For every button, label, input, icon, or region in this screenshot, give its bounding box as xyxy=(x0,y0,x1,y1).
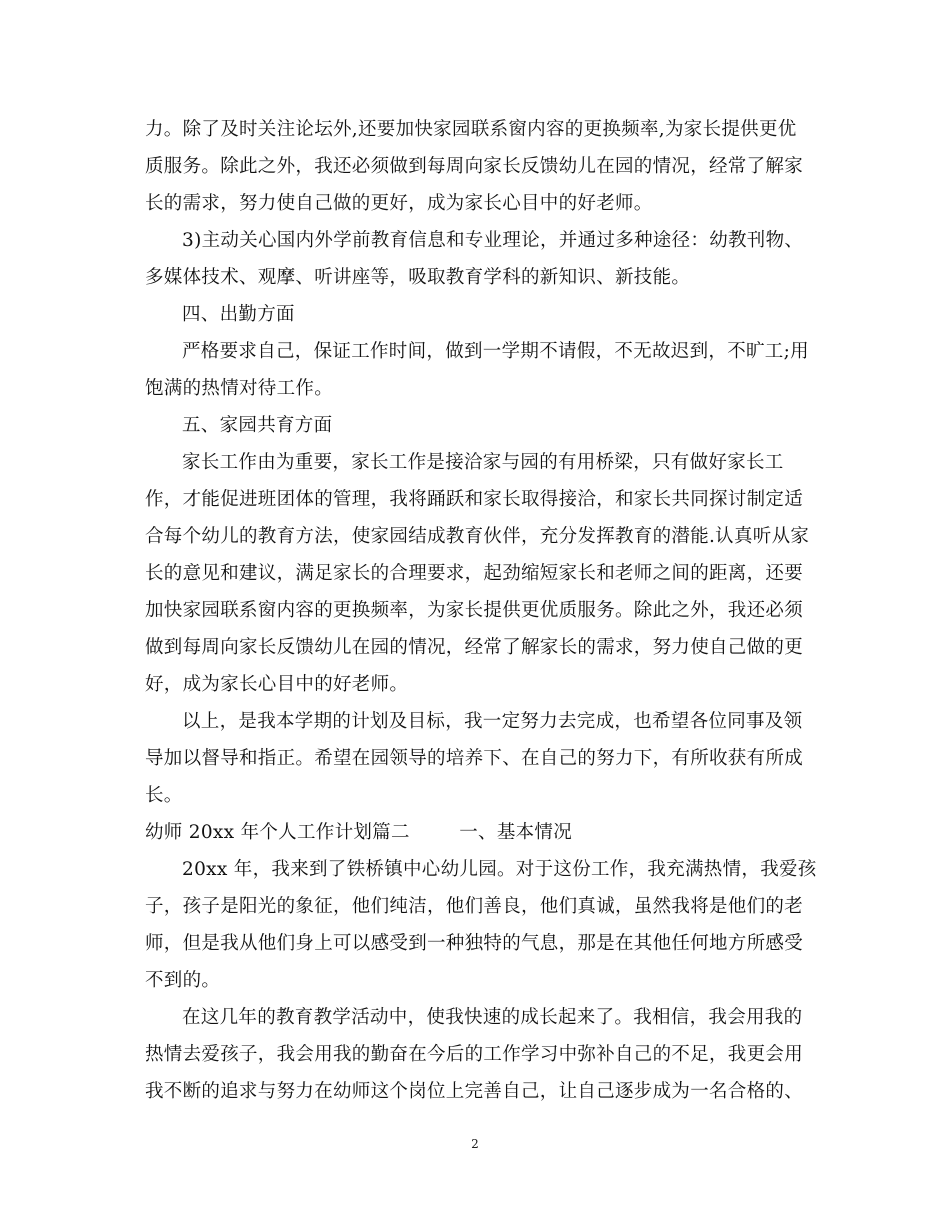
text-line: 力。除了及时关注论坛外,还要加快家园联系窗内容的更换频率,为家长提供更优 xyxy=(145,119,797,140)
page-number: 2 xyxy=(471,1137,479,1151)
text-line: 多媒体技术、观摩、听讲座等，吸取教育学科的新知识、新技能。 xyxy=(145,267,691,288)
text-line: 20xx 年，我来到了铁桥镇中心幼儿园。对于这份工作，我充满热情，我爱孩 xyxy=(182,859,817,880)
text-line: 做到每周向家长反馈幼儿在园的情况，经常了解家长的需求，努力使自己做的更 xyxy=(145,637,804,658)
text-line: 热情去爱孩子，我会用我的勤奋在今后的工作学习中弥补自己的不足，我更会用 xyxy=(145,1044,804,1065)
text-line: 3)主动关心国内外学前教育信息和专业理论，并通过多种途径：幼教刊物、 xyxy=(182,230,804,251)
text-line: 质服务。除此之外，我还必须做到每周向家长反馈幼儿在园的情况，经常了解家 xyxy=(145,156,804,177)
text-line: 家长工作由为重要，家长工作是接洽家与园的有用桥梁，只有做好家长工 xyxy=(182,452,784,473)
article-title: 幼师 20xx 年个人工作计划篇二 一、基本情况 xyxy=(145,822,573,843)
text-line: 我不断的追求与努力在幼师这个岗位上完善自己，让自己逐步成为一名合格的、 xyxy=(145,1081,804,1102)
section-heading: 五、家园共育方面 xyxy=(182,415,333,436)
text-line: 子，孩子是阳光的象征，他们纯洁，他们善良，他们真诚，虽然我将是他们的老 xyxy=(145,896,804,917)
text-line: 以上，是我本学期的计划及目标，我一定努力去完成，也希望各位同事及领 xyxy=(182,711,803,732)
text-line: 合每个幼儿的教育方法，使家园结成教育伙伴，充分发挥教育的潜能.认真听从家 xyxy=(145,526,810,547)
text-line: 作，才能促进班团体的管理，我将踊跃和家长取得接洽，和家长共同探讨制定适 xyxy=(145,489,804,510)
text-line: 长的需求，努力使自己做的更好，成为家长心目中的好老师。 xyxy=(145,193,653,214)
section-heading: 四、出勤方面 xyxy=(182,304,295,325)
text-line: 在这几年的教育教学活动中，使我快速的成长起来了。我相信，我会用我的 xyxy=(182,1007,803,1028)
text-line: 严格要求自己，保证工作时间，做到一学期不请假，不无故迟到，不旷工;用 xyxy=(182,341,809,362)
text-line: 好，成为家长心目中的好老师。 xyxy=(145,674,409,695)
text-line: 师，但是我从他们身上可以感受到一种独特的气息，那是在其他任何地方所感受 xyxy=(145,933,804,954)
text-line: 不到的。 xyxy=(145,970,221,991)
text-line: 长的意见和建议，满足家长的合理要求，起劲缩短家长和老师之间的距离，还要 xyxy=(145,563,804,584)
text-line: 长。 xyxy=(145,785,183,806)
text-line: 饱满的热情对待工作。 xyxy=(145,378,334,399)
text-line: 加快家园联系窗内容的更换频率，为家长提供更优质服务。除此之外，我还必须 xyxy=(145,600,804,621)
text-line: 导加以督导和指正。希望在园领导的培养下、在自己的努力下，有所收获有所成 xyxy=(145,748,804,769)
